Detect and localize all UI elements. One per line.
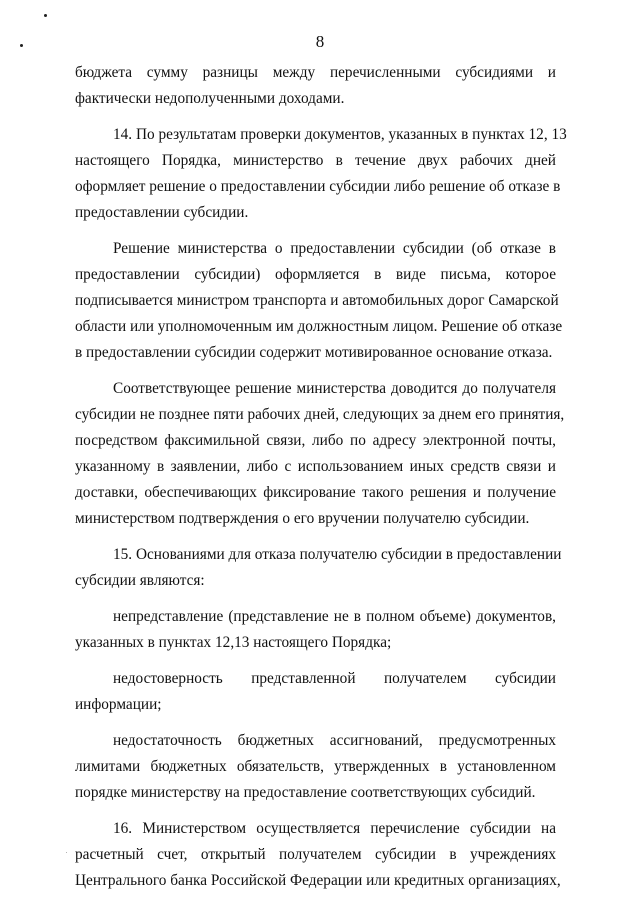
- text-line: расчетный счет, открытый получателем субсидии в учреждениях: [75, 846, 556, 863]
- document-body: [75, 60, 567, 894]
- paragraph: [75, 236, 563, 366]
- text-line: порядке министерству на предоставление соответствующих субсидий.: [75, 784, 536, 801]
- paragraph: [75, 122, 567, 226]
- text-line: настоящего Порядка, министерство в течение двух рабочих дней: [75, 152, 556, 169]
- text-line: указанных в пунктах 12,13 настоящего Порядка;: [75, 634, 392, 651]
- text-line: области или уполномоченным им должностным лицом. Решение об отказе: [75, 318, 563, 335]
- text-line: посредством факсимильной связи, либо по адресу электронной почты,: [75, 432, 556, 449]
- paragraph: [75, 728, 556, 806]
- paragraph: [75, 376, 565, 532]
- text-line: подписывается министром транспорта и автомобильных дорог Самарской: [75, 292, 559, 309]
- page-number: 8: [315, 32, 325, 51]
- text-line: информации;: [75, 696, 162, 713]
- text-line: предоставлении субсидии) оформляется в виде письма, которое: [75, 266, 556, 283]
- paragraph: [75, 816, 561, 894]
- text-line: 14. По результатам проверки документов, указанных в пунктах 12, 13: [113, 126, 567, 143]
- text-line: указанному в заявлении, либо с использованием иных средств связи и: [75, 458, 556, 475]
- text-line: министерством подтверждения о его вручении получателю субсидии.: [75, 510, 530, 527]
- text-line: недостаточность бюджетных ассигнований, предусмотренных: [113, 732, 556, 749]
- paragraph: [75, 604, 556, 656]
- text-line: лимитами бюджетных обязательств, утвержденных в установленном: [75, 758, 556, 775]
- text-line: фактически недополученными доходами.: [75, 90, 345, 107]
- text-line: 16. Министерством осуществляется перечисление субсидии на: [113, 820, 556, 837]
- text-line: предоставлении субсидии.: [75, 204, 249, 221]
- scan-speck: [44, 14, 47, 17]
- text-line: субсидии являются:: [75, 572, 205, 589]
- paragraph: [75, 666, 556, 718]
- text-line: недостоверность представленной получателем субсидии: [113, 670, 556, 687]
- scan-speck: [66, 852, 67, 853]
- text-line: в предоставлении субсидии содержит мотивированное основание отказа.: [75, 344, 553, 361]
- text-line: Решение министерства о предоставлении субсидии (об отказе в: [113, 240, 556, 257]
- text-line: доставки, обеспечивающих фиксирование такого решения и получение: [75, 484, 556, 501]
- text-line: бюджета сумму разницы между перечисленными субсидиями и: [75, 64, 556, 81]
- text-line: непредставление (представление не в полном объеме) документов,: [113, 608, 556, 625]
- text-line: оформляет решение о предоставлении субсидии либо решение об отказе в: [75, 178, 561, 195]
- text-line: Соответствующее решение министерства доводится до получателя: [113, 380, 556, 397]
- paragraph: [75, 60, 556, 112]
- text-line: Центрального банка Российской Федерации или кредитных организациях,: [75, 872, 561, 889]
- paragraph: [75, 542, 562, 594]
- text-line: субсидии не позднее пяти рабочих дней, следующих за днем его принятия,: [75, 406, 565, 423]
- text-line: 15. Основаниями для отказа получателю субсидии в предоставлении: [113, 546, 562, 563]
